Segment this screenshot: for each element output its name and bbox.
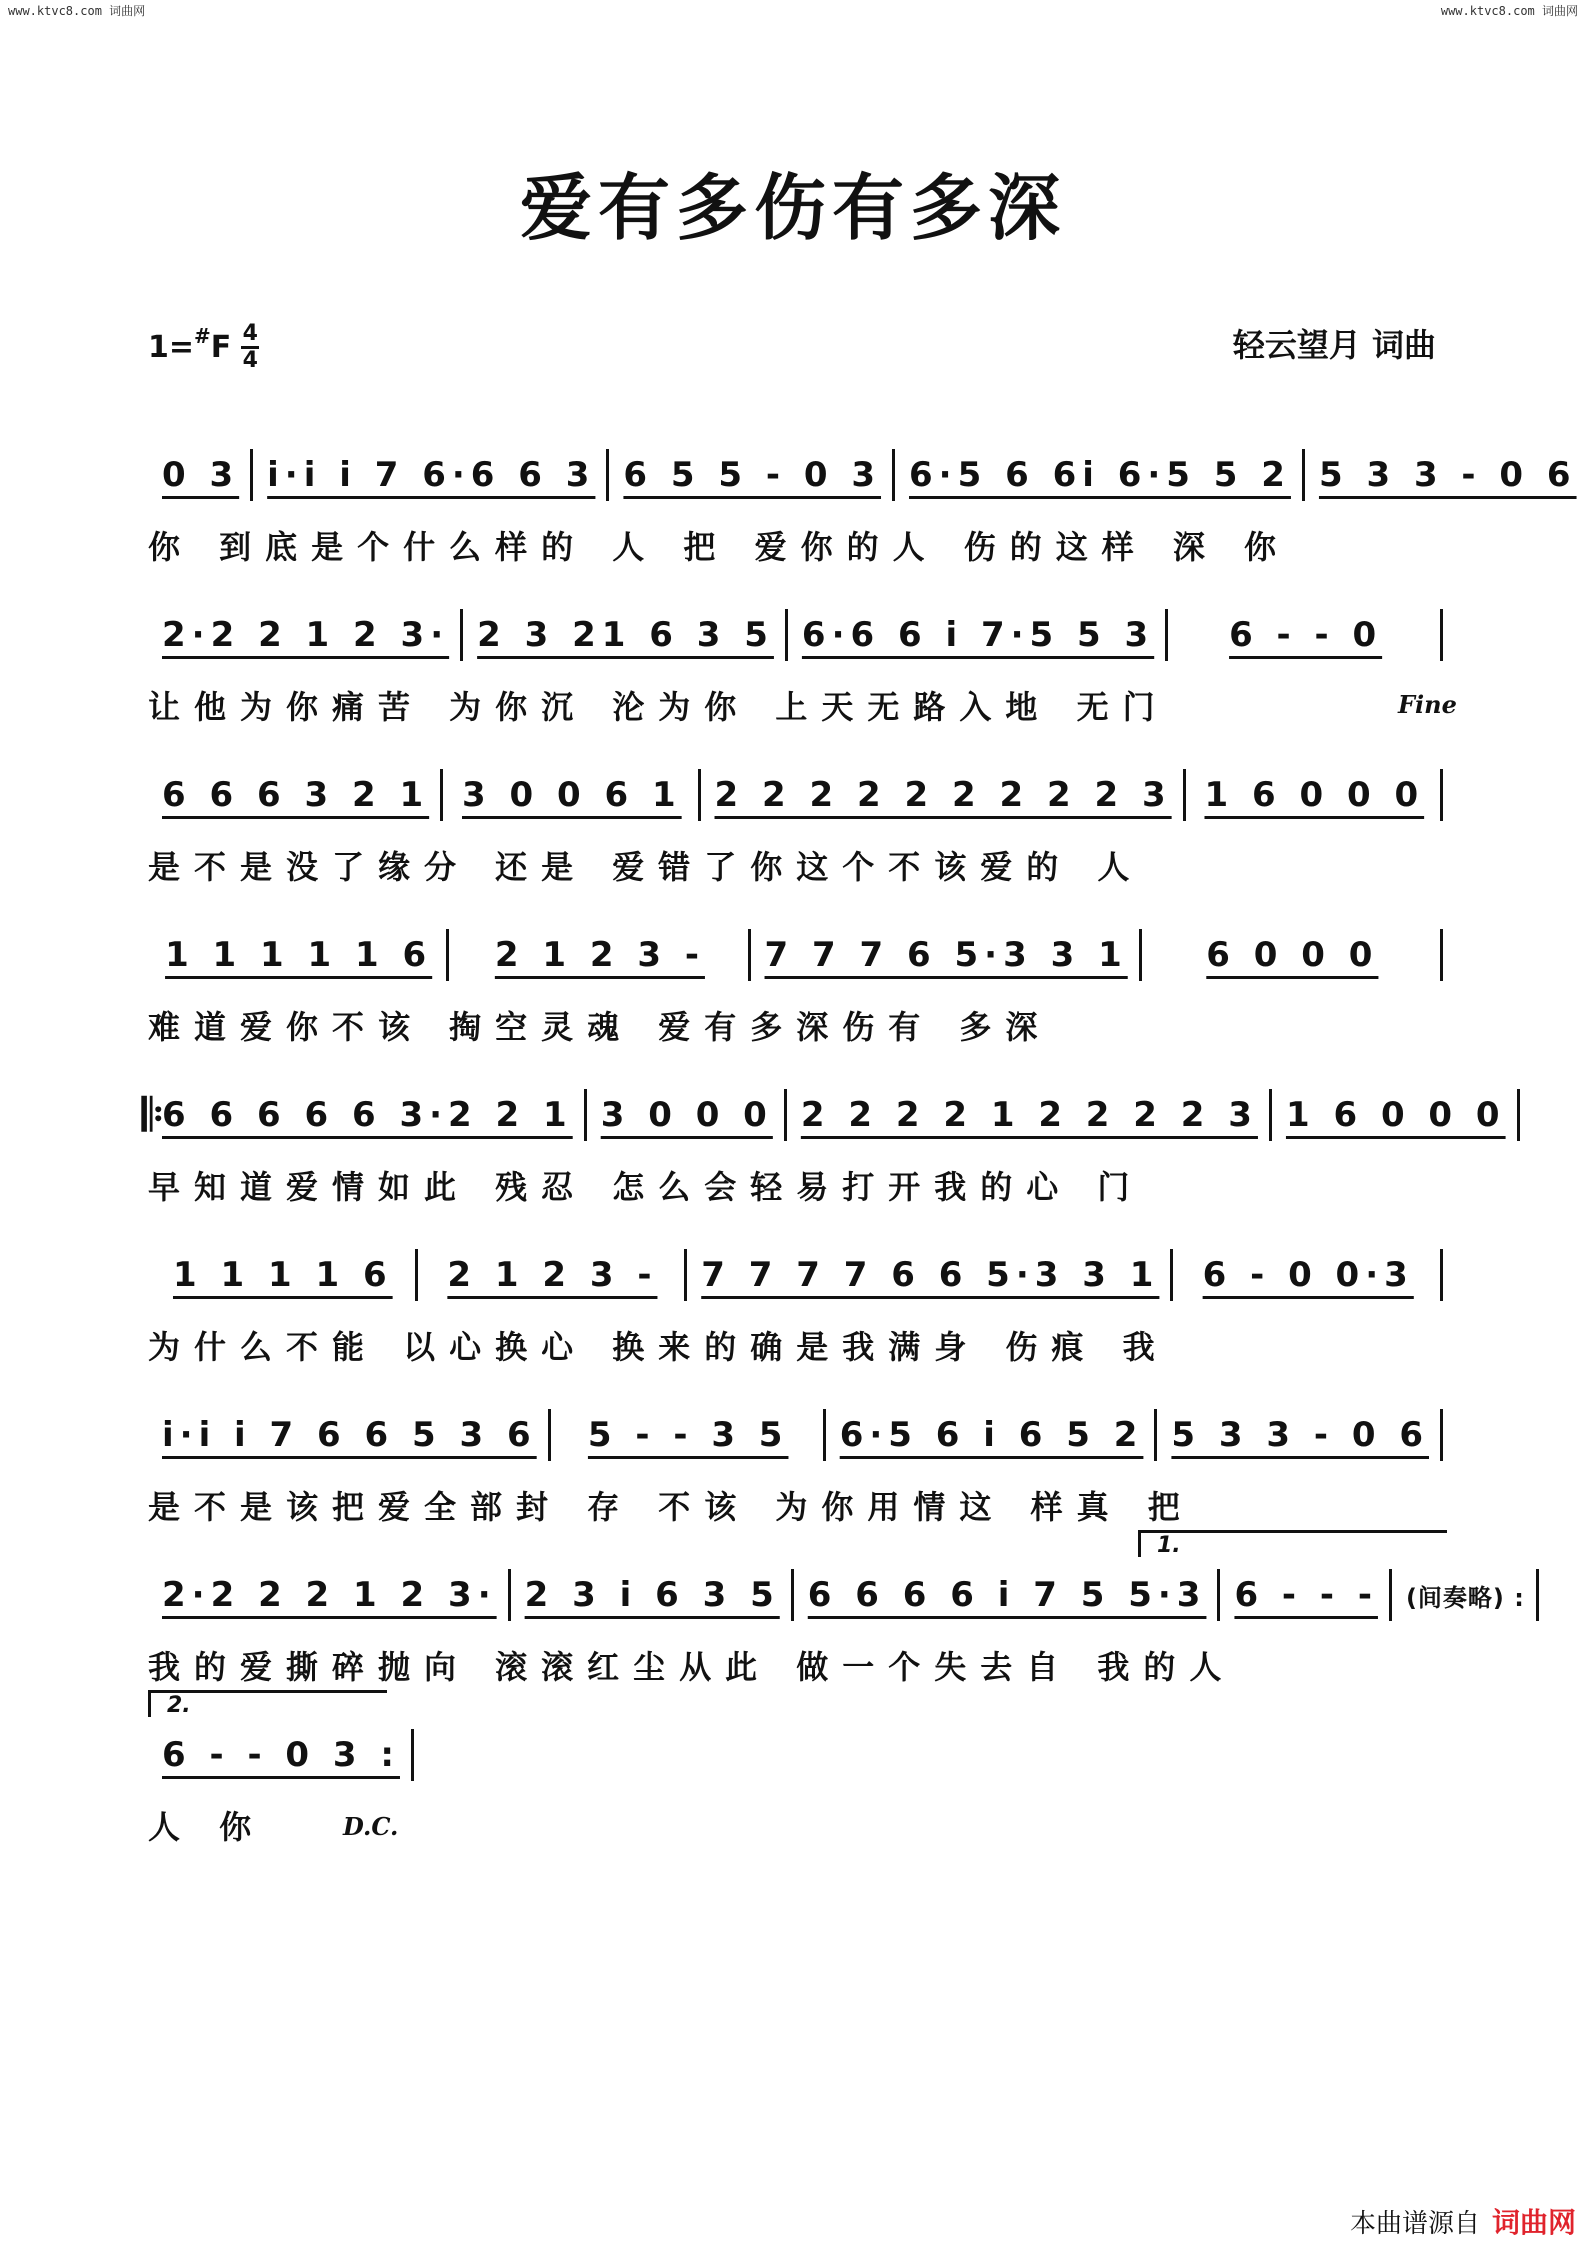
measure [148, 443, 253, 507]
measure [1220, 1563, 1392, 1627]
measure [895, 443, 1305, 507]
measure [1142, 923, 1443, 987]
measure [148, 1403, 551, 1467]
time-numerator: 4 [242, 321, 258, 346]
measure [148, 603, 463, 667]
measure-notes: (间奏略) : [1405, 1583, 1525, 1612]
performance-mark: Fine [1398, 690, 1457, 719]
measure [1168, 603, 1443, 667]
score-system [142, 1080, 1506, 1230]
measure-notes: 6 - - - [1234, 1575, 1378, 1615]
measure [148, 923, 449, 987]
score-system [148, 760, 1443, 910]
measure-notes: 5 3 3 - 0 6 [1318, 455, 1577, 495]
measure-notes: 2 1 2 3 - [494, 935, 705, 975]
measure-notes: 6 0 0 0 [1206, 935, 1379, 975]
performance-mark: D.C. [343, 1812, 399, 1841]
measure [587, 1083, 787, 1147]
score-system [148, 920, 1443, 1070]
staff-line [148, 1560, 1525, 1630]
measure-notes: 6 - 0 0·3 [1202, 1255, 1414, 1295]
lyrics-line: 你 到底是个什么样的 人 把 爱你的人 伤的这样 深 你 [148, 528, 1290, 566]
measure [687, 1243, 1173, 1307]
measure [148, 1243, 418, 1307]
measure [1157, 1403, 1443, 1467]
measure [148, 763, 443, 827]
measure-notes: 2 2 2 2 1 2 2 2 2 3 [800, 1095, 1258, 1135]
footer [1350, 2201, 1576, 2241]
measure [826, 1403, 1158, 1467]
score-system [148, 1240, 1443, 1390]
measure-notes: 6 - - 0 [1229, 615, 1383, 655]
measure-notes: 1 6 0 0 0 [1285, 1095, 1506, 1135]
staff-line [148, 1240, 1443, 1310]
footer-site: 词曲网 [1491, 2206, 1576, 2239]
volta-bracket: 2. [148, 1690, 387, 1717]
measure [1186, 763, 1443, 827]
measure [794, 1563, 1221, 1627]
measure [148, 1723, 414, 1787]
sharp-sign: # [194, 323, 211, 348]
measure-notes: 6 6 6 3 2 1 [162, 775, 430, 815]
staff-line [148, 1080, 1506, 1150]
measure-notes: 7 7 7 6 5·3 3 1 [764, 935, 1128, 975]
measure [148, 1563, 511, 1627]
key-signature [148, 322, 259, 373]
lyrics-line: 早知道爱情如此 残忍 怎么会轻易打开我的心 门 [148, 1168, 1144, 1206]
measure-notes: 6 5 5 - 0 3 [623, 455, 882, 495]
measure-notes: 0 3 [162, 455, 240, 495]
measure [609, 443, 895, 507]
score-system [148, 1533, 1525, 1710]
lyrics-line: 人 你 [148, 1808, 266, 1846]
score-system [148, 1400, 1443, 1550]
lyrics-line: 为什么不能 以心换心 换来的确是我满身 伤痕 我 [148, 1328, 1169, 1366]
lyrics-line: 让他为你痛苦 为你沉 沦为你 上天无路入地 无门 [148, 688, 1169, 726]
repeat-start-sign: 𝄆 [142, 1090, 164, 1141]
key-prefix: 1= [148, 330, 195, 365]
measure [788, 603, 1168, 667]
measure-notes: 2 3 21 6 3 5 [477, 615, 774, 655]
lyrics-line: 是不是没了缘分 还是 爱错了你这个不该爱的 人 [148, 848, 1144, 886]
measure-notes: 1 1 1 1 6 [172, 1255, 393, 1295]
score-system [148, 1693, 400, 1870]
staff-line [148, 760, 1443, 830]
measure-notes: 6·6 6 i 7·5 5 3 [801, 615, 1155, 655]
time-denominator: 4 [242, 348, 258, 373]
measure [449, 923, 750, 987]
lyrics-line: 难道爱你不该 掏空灵魂 爱有多深伤有 多深 [148, 1008, 1052, 1046]
staff-line [148, 1720, 400, 1790]
measure-notes: 2·2 2 1 2 3· [162, 615, 450, 655]
measure-notes: 6·5 6 6i 6·5 5 2 [909, 455, 1291, 495]
score-system [148, 440, 1577, 590]
measure-notes: 2 1 2 3 - [447, 1255, 658, 1295]
measure-notes: i·i i 7 6 6 5 3 6 [162, 1415, 537, 1455]
staff-line [148, 440, 1577, 510]
measure-notes: 7 7 7 7 6 6 5·3 3 1 [701, 1255, 1160, 1295]
watermark-left: www.ktvc8.com 词曲网 [8, 4, 146, 18]
measure-notes: 6·5 6 i 6 5 2 [839, 1415, 1144, 1455]
measure [551, 1403, 826, 1467]
measure [751, 923, 1142, 987]
key-note: F [210, 330, 232, 365]
measure [1173, 1243, 1443, 1307]
staff-line [148, 600, 1443, 670]
song-title: 爱有多伤有多深 [519, 165, 1066, 250]
measure-notes: 3 0 0 6 1 [462, 775, 682, 815]
measure [1392, 1563, 1539, 1627]
measure-notes: i·i i 7 6·6 6 3 [267, 455, 596, 495]
composer-credit: 轻云望月 词曲 [1232, 326, 1436, 364]
lyrics-line: 是不是该把爱全部封 存 不该 为你用情这 样真 把 [148, 1488, 1194, 1526]
measure [701, 763, 1186, 827]
measure-notes: 6 6 6 6 i 7 5 5·3 [807, 1575, 1207, 1615]
measure [463, 603, 788, 667]
measure-notes: 2·2 2 2 1 2 3· [162, 1575, 497, 1615]
measure-notes: 6 - - 0 3 : [162, 1735, 400, 1775]
volta-bracket: 1. [1138, 1530, 1447, 1557]
score-system [148, 600, 1457, 750]
measure-notes: 5 - - 3 5 [587, 1415, 789, 1455]
measure-notes: 1 6 0 0 0 [1204, 775, 1425, 815]
measure [1272, 1083, 1520, 1147]
measure-notes: 6 6 6 6 6 3·2 2 1 [162, 1095, 573, 1135]
measure-notes: 5 3 3 - 0 6 [1171, 1415, 1429, 1455]
measure-notes: 3 0 0 0 [600, 1095, 773, 1135]
watermark-right: www.ktvc8.com 词曲网 [1440, 4, 1578, 18]
measure [418, 1243, 688, 1307]
lyrics-line: 我的爱撕碎抛向 滚滚红尘从此 做一个失去自 我的人 [148, 1648, 1236, 1686]
measure [253, 443, 609, 507]
time-signature [241, 322, 259, 373]
footer-text: 本曲谱源自 [1349, 2208, 1480, 2239]
measure [787, 1083, 1272, 1147]
measure-notes: 2 2 2 2 2 2 2 2 2 3 [714, 775, 1172, 815]
measure [148, 1083, 587, 1147]
staff-line [148, 1400, 1443, 1470]
measure-notes: 2 3 i 6 3 5 [524, 1575, 780, 1615]
measure [1305, 443, 1586, 507]
measure [443, 763, 700, 827]
staff-line [148, 920, 1443, 990]
measure-notes: 1 1 1 1 1 6 [165, 935, 433, 975]
measure [511, 1563, 794, 1627]
